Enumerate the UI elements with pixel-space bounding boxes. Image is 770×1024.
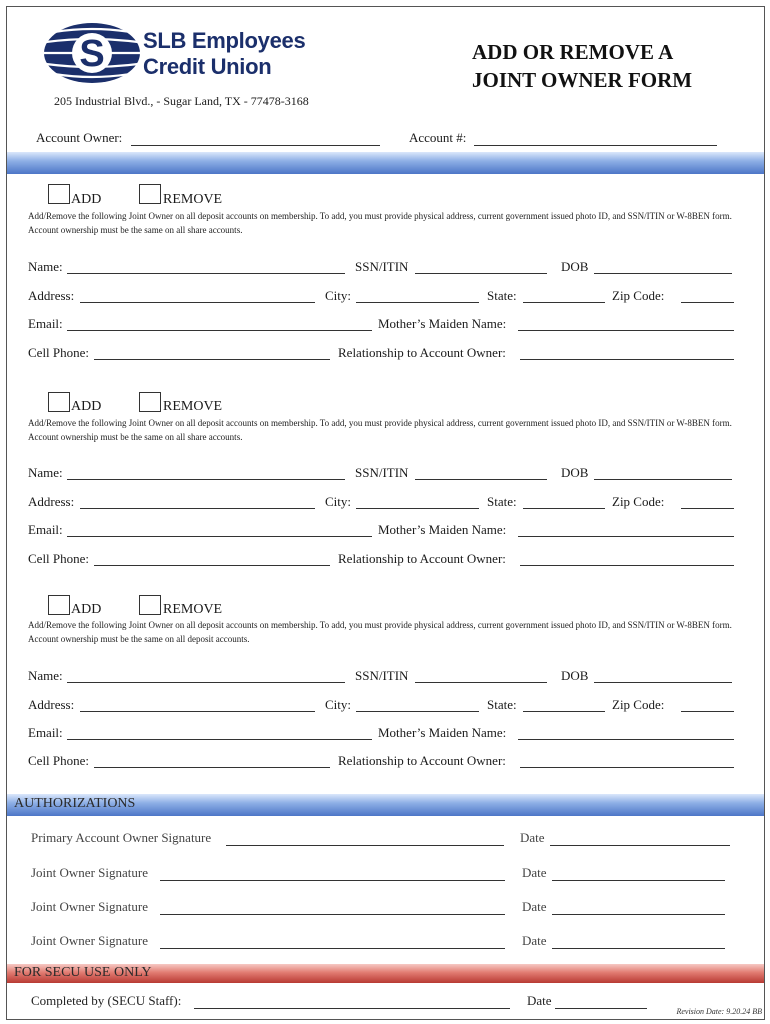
dob-label: DOB (561, 465, 589, 480)
relationship-input[interactable] (520, 565, 734, 566)
cell-phone-input[interactable] (94, 565, 330, 566)
secu-band (7, 964, 764, 983)
joint-signature-input-3[interactable] (160, 948, 505, 949)
address-label: Address: (28, 494, 75, 509)
name-label: Name: (28, 465, 63, 480)
add-checkbox[interactable] (48, 392, 70, 412)
remove-label: REMOVE (163, 399, 223, 414)
ssn-label: SSN/ITIN (355, 259, 409, 274)
ssn-input[interactable] (415, 273, 547, 274)
maiden-name-label: Mother’s Maiden Name: (378, 725, 507, 740)
account-owner-label: Account Owner: (36, 130, 123, 145)
ssn-label: SSN/ITIN (355, 465, 409, 480)
state-input[interactable] (523, 302, 605, 303)
primary-date-label: Date (520, 830, 545, 845)
email-label: Email: (28, 725, 63, 740)
joint-signature-label-1: Joint Owner Signature (31, 865, 148, 880)
dob-input[interactable] (594, 273, 732, 274)
instructions-text: Add/Remove the following Joint Owner on all deposit accounts on membership. To add, you must provide physical address, current government issued photo ID, and SSN/ITIN or W-8BEN form. Account ownership must be the same on all deposit accounts. (28, 620, 732, 644)
name-input[interactable] (67, 682, 345, 683)
joint-signature-input-2[interactable] (160, 914, 505, 915)
ssn-input[interactable] (415, 479, 547, 480)
state-input[interactable] (523, 711, 605, 712)
relationship-input[interactable] (520, 359, 734, 360)
revision-date: Revision Date: 9.20.24 BB (676, 1007, 762, 1016)
account-number-label: Account #: (409, 130, 467, 145)
address-input[interactable] (80, 711, 315, 712)
authorizations-heading: AUTHORIZATIONS (14, 796, 136, 811)
city-input[interactable] (356, 508, 479, 509)
remove-checkbox[interactable] (139, 595, 161, 615)
zip-input[interactable] (681, 711, 734, 712)
city-label: City: (325, 697, 352, 712)
city-input[interactable] (356, 711, 479, 712)
zip-label: Zip Code: (612, 288, 665, 303)
zip-label: Zip Code: (612, 494, 665, 509)
dob-label: DOB (561, 259, 589, 274)
state-input[interactable] (523, 508, 605, 509)
joint-date-input-1[interactable] (552, 880, 725, 881)
remove-checkbox[interactable] (139, 392, 161, 412)
cell-phone-label: Cell Phone: (28, 345, 90, 360)
maiden-name-input[interactable] (518, 330, 734, 331)
account-owner-input[interactable] (131, 145, 380, 146)
secu-heading: FOR SECU USE ONLY (14, 965, 152, 980)
slb-logo (42, 20, 322, 90)
zip-input[interactable] (681, 302, 734, 303)
add-label: ADD (71, 192, 102, 207)
email-input[interactable] (67, 536, 372, 537)
dob-input[interactable] (594, 479, 732, 480)
completed-by-input[interactable] (194, 1008, 510, 1009)
primary-date-input[interactable] (550, 845, 730, 846)
joint-date-input-2[interactable] (552, 914, 725, 915)
email-input[interactable] (67, 739, 372, 740)
name-input[interactable] (67, 273, 345, 274)
joint-date-label-2: Date (522, 899, 547, 914)
instructions-text: Add/Remove the following Joint Owner on all deposit accounts on membership. To add, you must provide physical address, current government issued photo ID, and SSN/ITIN or W-8BEN form. Account ownership must be the same on all share accounts. (28, 418, 732, 442)
relationship-label: Relationship to Account Owner: (338, 753, 506, 768)
logo-line-1: SLB Employees (143, 28, 306, 53)
remove-checkbox[interactable] (139, 184, 161, 204)
credit-union-address: 205 Industrial Blvd., - Sugar Land, TX - 77478-3168 (54, 94, 309, 108)
zip-label: Zip Code: (612, 697, 665, 712)
name-input[interactable] (67, 479, 345, 480)
joint-date-label-1: Date (522, 865, 547, 880)
city-input[interactable] (356, 302, 479, 303)
address-label: Address: (28, 697, 75, 712)
account-number-input[interactable] (474, 145, 717, 146)
relationship-label: Relationship to Account Owner: (338, 551, 506, 566)
dob-input[interactable] (594, 682, 732, 683)
maiden-name-input[interactable] (518, 536, 734, 537)
add-label: ADD (71, 602, 102, 617)
authorizations-band (7, 794, 764, 816)
name-label: Name: (28, 259, 63, 274)
primary-signature-input[interactable] (226, 845, 504, 846)
svg-text:S: S (79, 33, 105, 75)
maiden-name-input[interactable] (518, 739, 734, 740)
state-label: State: (487, 288, 517, 303)
joint-date-label-3: Date (522, 933, 547, 948)
zip-input[interactable] (681, 508, 734, 509)
address-label: Address: (28, 288, 75, 303)
name-label: Name: (28, 668, 63, 683)
joint-date-input-3[interactable] (552, 948, 725, 949)
cell-phone-label: Cell Phone: (28, 753, 90, 768)
secu-date-input[interactable] (555, 1008, 647, 1009)
joint-signature-label-2: Joint Owner Signature (31, 899, 148, 914)
instructions-text: Add/Remove the following Joint Owner on all deposit accounts on membership. To add, you must provide physical address, current government issued photo ID, and SSN/ITIN or W-8BEN form. Account ownership must be the same on all share accounts. (28, 211, 732, 235)
ssn-input[interactable] (415, 682, 547, 683)
joint-signature-label-3: Joint Owner Signature (31, 933, 148, 948)
ssn-label: SSN/ITIN (355, 668, 409, 683)
state-label: State: (487, 697, 517, 712)
city-label: City: (325, 494, 352, 509)
completed-by-label: Completed by (SECU Staff): (31, 993, 182, 1008)
primary-signature-label: Primary Account Owner Signature (31, 830, 212, 845)
add-checkbox[interactable] (48, 184, 70, 204)
cell-phone-label: Cell Phone: (28, 551, 90, 566)
header-divider-band (7, 152, 764, 174)
maiden-name-label: Mother’s Maiden Name: (378, 522, 507, 537)
form-title-line-1: ADD OR REMOVE A (472, 40, 674, 64)
maiden-name-label: Mother’s Maiden Name: (378, 316, 507, 331)
cell-phone-input[interactable] (94, 767, 330, 768)
add-label: ADD (71, 399, 102, 414)
secu-date-label: Date (527, 993, 552, 1008)
cell-phone-input[interactable] (94, 359, 330, 360)
state-label: State: (487, 494, 517, 509)
relationship-input[interactable] (520, 767, 734, 768)
email-label: Email: (28, 522, 63, 537)
slb-globe-icon (42, 20, 142, 86)
dob-label: DOB (561, 668, 589, 683)
remove-label: REMOVE (163, 602, 223, 617)
joint-signature-input-1[interactable] (160, 880, 505, 881)
relationship-label: Relationship to Account Owner: (338, 345, 506, 360)
email-input[interactable] (67, 330, 372, 331)
add-checkbox[interactable] (48, 595, 70, 615)
email-label: Email: (28, 316, 63, 331)
remove-label: REMOVE (163, 192, 223, 207)
form-title-line-2: JOINT OWNER FORM (472, 68, 693, 92)
city-label: City: (325, 288, 352, 303)
address-input[interactable] (80, 302, 315, 303)
logo-line-2: Credit Union (143, 54, 272, 79)
address-input[interactable] (80, 508, 315, 509)
